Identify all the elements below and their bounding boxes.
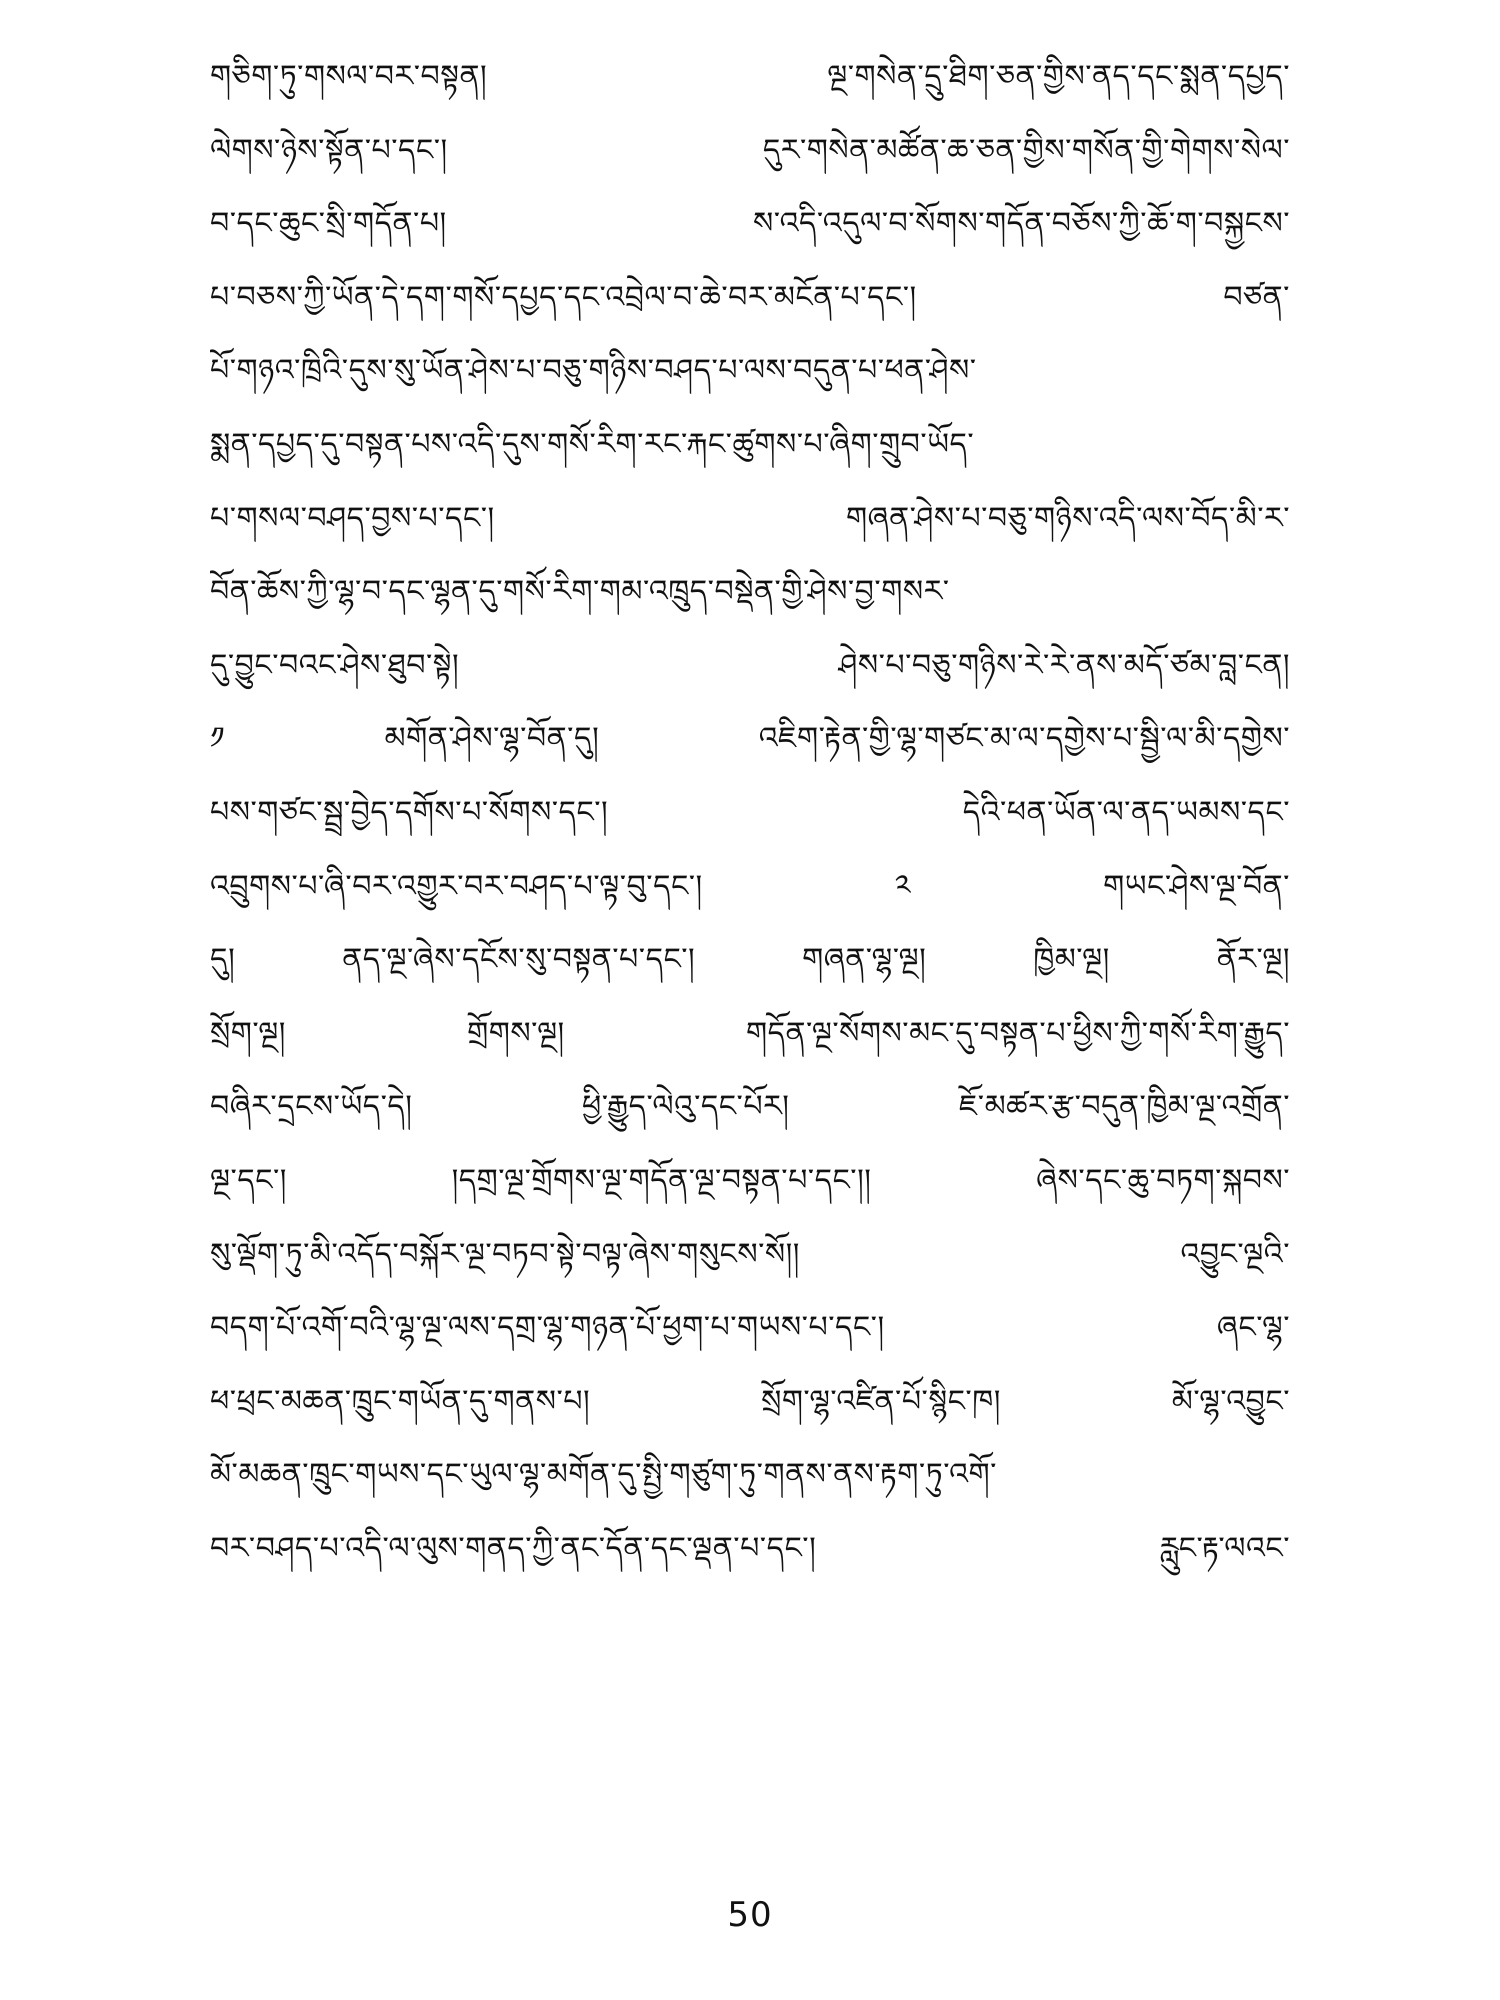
body-text — [210, 40, 1290, 1585]
text-line: ༡ མགོན་ཤེས་ལྷ་བོན་དུ། འཇིག་རྟེན་གྱི་ལྷ་གཙང་མ་ལ་དགྱེས་པ་སྦྱི་ལ་མི་དགྱེས་ — [210, 721, 1290, 757]
text-line: དུ་བྱུང་བའང་ཤེས་ཐུབ་སྟེ། ཤེས་པ་བཅུ་གཉིས་རེ་རེ་ནས་མདོ་ཙམ་བླ་ངན། — [210, 647, 1290, 683]
text-line: བོན་ཆོས་ཀྱི་ལྷ་བ་དང་ལྷན་དུ་གསོ་རིག་གམ་འཁྲུད་བསྡེན་གྱི་ཤེས་བྱ་གསར་ — [210, 574, 950, 610]
page-number: 50 — [727, 1895, 773, 1935]
text-line: སྲོག་ལྔ། གྲོགས་ལྔ། གདོན་ལྔ་སོགས་མང་དུ་བསྟན་པ་ཕྱིས་ཀྱི་གསོ་རིག་རྒྱུད་ — [210, 1015, 1290, 1051]
text-line: པ་བཅས་ཀྱི་ཡོན་དེ་དག་གསོ་དཔྱད་དང་འབྲེལ་བ་ཆེ་བར་མངོན་པ་དང་། བཙན་ — [210, 279, 1290, 315]
text-line: པས་གཙང་སྦྲ་བྱེད་དགོས་པ་སོགས་དང་། དེའི་ཕན་ཡོན་ལ་ནད་ཡམས་དང་ — [210, 794, 1290, 830]
text-line: སུ་ལྡོག་ཏུ་མི་འདོད་བསྐོར་ལྔ་བཏབ་སྟེ་བལྟ་ཞེས་གསུངས་སོ།། འབྱུང་ལྔའི་ — [210, 1236, 1290, 1272]
text-line: གཅིག་ཏུ་གསལ་བར་བསྟན། ལྔ་གསེན་དྲུ་ཐིག་ཅན་གྱིས་ནད་དང་སྨན་དཔྱད་ — [210, 59, 1290, 94]
text-line: ལྔ་དང་། །དགྲ་ལྔ་གྲོགས་ལྔ་གདོན་ལྔ་བསྟན་པ་དང་།། ཞེས་དང་ཆུ་བཏག་སྐབས་ — [210, 1162, 1290, 1198]
text-line: པོ་གཉའ་ཁྲིའི་དུས་སུ་ཡོན་ཤེས་པ་བཅུ་གཉིས་བཤད་པ་ལས་བདུན་པ་ཕན་ཤེས་ — [210, 353, 977, 389]
text-line: མོ་མཆན་ཁྲུང་གཡས་དང་ཡུལ་ལྷ་མགོན་དུ་སྤྱི་གཙུག་ཏུ་གནས་ནས་རྟག་ཏུ་འགོ་ — [210, 1457, 997, 1493]
text-line: བདག་པོ་འགོ་བའི་ལྷ་ལྔ་ལས་དགྲ་ལྷ་གཉན་པོ་ཕྱག་པ་གཡས་པ་དང་། ཞང་ལྷ་ — [210, 1310, 1290, 1346]
text-line: བར་བཤད་པ་འདི་ལ་ལུས་གནད་ཀྱི་ནང་དོན་དང་ལྡན་པ་དང་། རླུང་རྟ་ལའང་ — [210, 1530, 1290, 1566]
text-line: པ་གསལ་བཤད་བྱས་པ་དང་། གཞན་ཤེས་པ་བཅུ་གཉིས་འདི་ལས་བོད་མི་ར་ — [210, 500, 1290, 536]
text-line: བ་དང་ཆུང་སྲི་གདོན་པ། ས་འདི་འདུལ་བ་སོགས་གདོན་བཅོས་ཀྱི་ཆོ་ག་བསྐྱངས་ — [210, 206, 1290, 242]
text-line: བཞིར་དྲངས་ཡོད་དེ། ཕྱི་རྒྱུད་ལེའུ་དང་པོར། ཇོ་མཚར་རྩ་བདུན་ཁྱིམ་ལྔ་འགྲོན་ — [210, 1089, 1290, 1125]
text-line: སྨན་དཔྱད་དུ་བསྟན་པས་འདི་དུས་གསོ་རིག་རང་རྐང་ཚུགས་པ་ཞིག་གྲུབ་ཡོད་ — [210, 426, 975, 462]
text-line: འབྲུགས་པ་ཞི་བར་འགྱུར་བར་བཤད་པ་ལྟ་བུ་དང་། ༢ གཡང་ཤེས་ལྔ་བོན་ — [210, 868, 1290, 904]
text-line: དུ། ནད་ལྔ་ཞེས་དངོས་སུ་བསྟན་པ་དང་། གཞན་ལྷ་ལྔ། ཁྱིམ་ལྔ། ནོར་ལྔ། — [210, 942, 1290, 978]
text-line: ཕ་ཕྲང་མཆན་ཁྲུང་གཡོན་དུ་གནས་པ། སྲོག་ལྷ་འཛིན་པོ་སྙིང་ཁ། མོ་ལྷ་འབྱུང་ — [210, 1383, 1290, 1419]
text-line: ལེགས་ཉེས་སྟོན་པ་དང་། དུར་གསེན་མཚོན་ཆ་ཅན་གྱིས་གསོན་གྱི་གེགས་སེལ་ — [210, 132, 1290, 168]
